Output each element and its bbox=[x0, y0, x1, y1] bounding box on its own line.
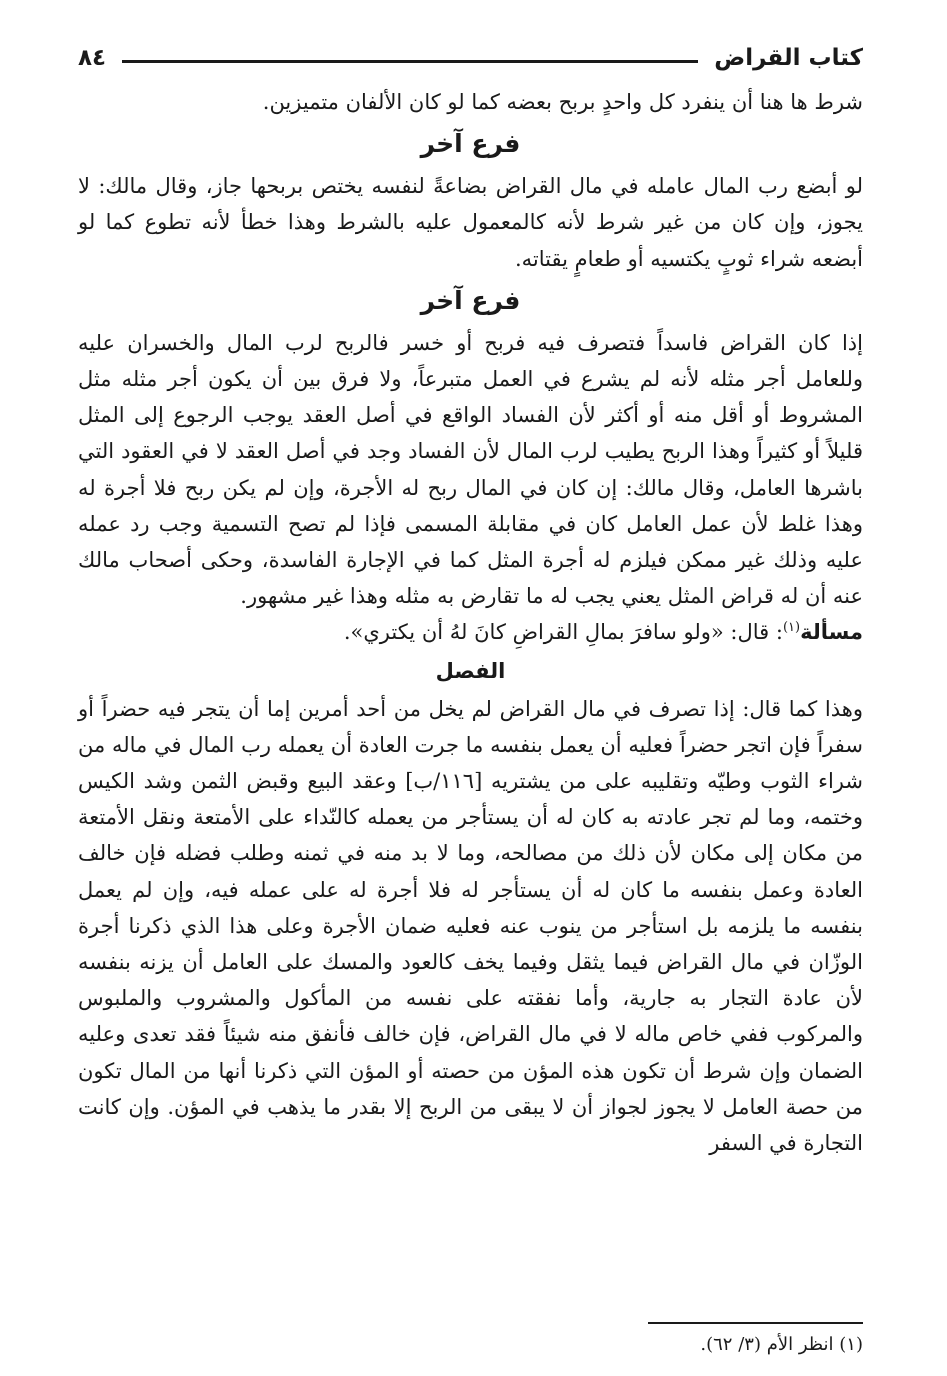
footnote-rule bbox=[648, 1322, 863, 1324]
paragraph-2: لو أبضع رب المال عامله في مال القراض بضاعةً لنفسه يختص بربحها جاز، وقال مالك: لا يجوز، وإن كان من غير شرط لأنه كالمعمول عليه بالشرط وهذا خطأ لأنه تطوع كما لو أبضعه شراء ثوبٍ يكتسيه أو طعامٍ يقتاته. bbox=[78, 174, 863, 271]
paragraph-4: وهذا كما قال: إذا تصرف في مال القراض لم يخل من أحد أمرين إما أن يتجر فيه حضراً أو سفراً فإن اتجر حضراً فعليه أن يعمل بنفسه ما جرت العادة أن يعمله رب المال في ماله من شراء الثوب وطيّه وتقليبه على من يشتريه [١١٦/ب] وعقد البيع وقبض الثمن وشد الكيس وختمه، وما لم تجر عادته به كان له أن يستأجر من يعمله كالنّداء على الأمتعة ونقل الأمتعة من مكان إلى مكان لأن ذلك من مصالحه، وما لا بد منه في ثمنه وطلب فضله فإن خالف العادة وعمل بنفسه ما كان له أن يستأجر له فلا أجرة له على عمله فيه، وإن لم يعمل بنفسه ما يلزمه بل استأجر من ينوب عنه فعليه ضمان الأجرة وعلى هذا الذي ذكرنا أجرة الوزّان في مال القراض فيما يثقل وفيما يخف كالعود والمسك على العامل أن يزنه بنفسه لأن عادة التجار به جارية، وأما نفقته على نفسه من المأكول والمشروب والملبوس والمركوب ففي خاص ماله لا في مال القراض، فإن خالف فأنفق منه شيئاً فقد تعدى وعليه الضمان وإن شرط أن تكون هذه المؤن من حصته أو المؤن التي ذكرنا أنها من المال تكون من حصة العامل لا يجوز لجواز أن لا يبقى من الربح إلا بقدر ما يذهب في المؤن. وإن كانت التجارة في السفر bbox=[78, 696, 863, 1156]
page-number: ٨٤ bbox=[78, 45, 107, 71]
book-title: كتاب القراض bbox=[714, 45, 863, 71]
paragraph-3: إذا كان القراض فاسداً فتصرف فيه فربح أو خسر فالربح لرب المال والخسران عليه وللعامل أجر مثله لأنه لم يشرع في العمل متبرعاً، ولا فرق بين أن يكون أجر مثله مثل المشروط أو أقل منه أو أكثر لأن الفساد الواقع في أصل العقد يوجب الرجوع إلى المثل قليلاً أو كثيراً وهذا الربح يطيب لرب المال لأن الفساد وجد في أصل العقد لا في العقود التي باشرها العامل، وقال مالك: إن كان في المال ربح له الأجرة، وإن لم يكن ربح فلا أجرة له وهذا غلط لأن عمل العامل كان في مقابلة المسمى فإذا لم تصح التسمية وجب رد عمله عليه وذلك غير ممكن فيلزم له أجرة المثل كما في الإجارة الفاسدة، وحكى أصحاب مالك عنه أن له قراض المثل يعني يجب له ما تقارض به مثله وهذا غير مشهور. bbox=[78, 330, 864, 609]
header-rule bbox=[122, 60, 698, 63]
footnote-reference: (١) bbox=[782, 620, 801, 636]
masala-text: : قال: «ولو سافرَ بمالِ القراضِ كانَ لهُ أن يكتري». bbox=[343, 620, 783, 645]
paragraph-1: شرط ها هنا أن ينفرد كل واحدٍ بربح بعضه كما لو كان الألفان متميزين. bbox=[262, 90, 863, 114]
section-heading-2: فرع آخر bbox=[420, 285, 521, 315]
masala-line bbox=[78, 614, 863, 650]
page-body bbox=[78, 84, 863, 1161]
running-header bbox=[78, 36, 863, 80]
masala-label: مسألة bbox=[800, 620, 863, 645]
footnote: (١) انظر الأم (٣/ ٦٢). bbox=[700, 1334, 863, 1355]
section-heading-3: الفصل bbox=[435, 658, 506, 683]
section-heading-1: فرع آخر bbox=[420, 129, 521, 159]
